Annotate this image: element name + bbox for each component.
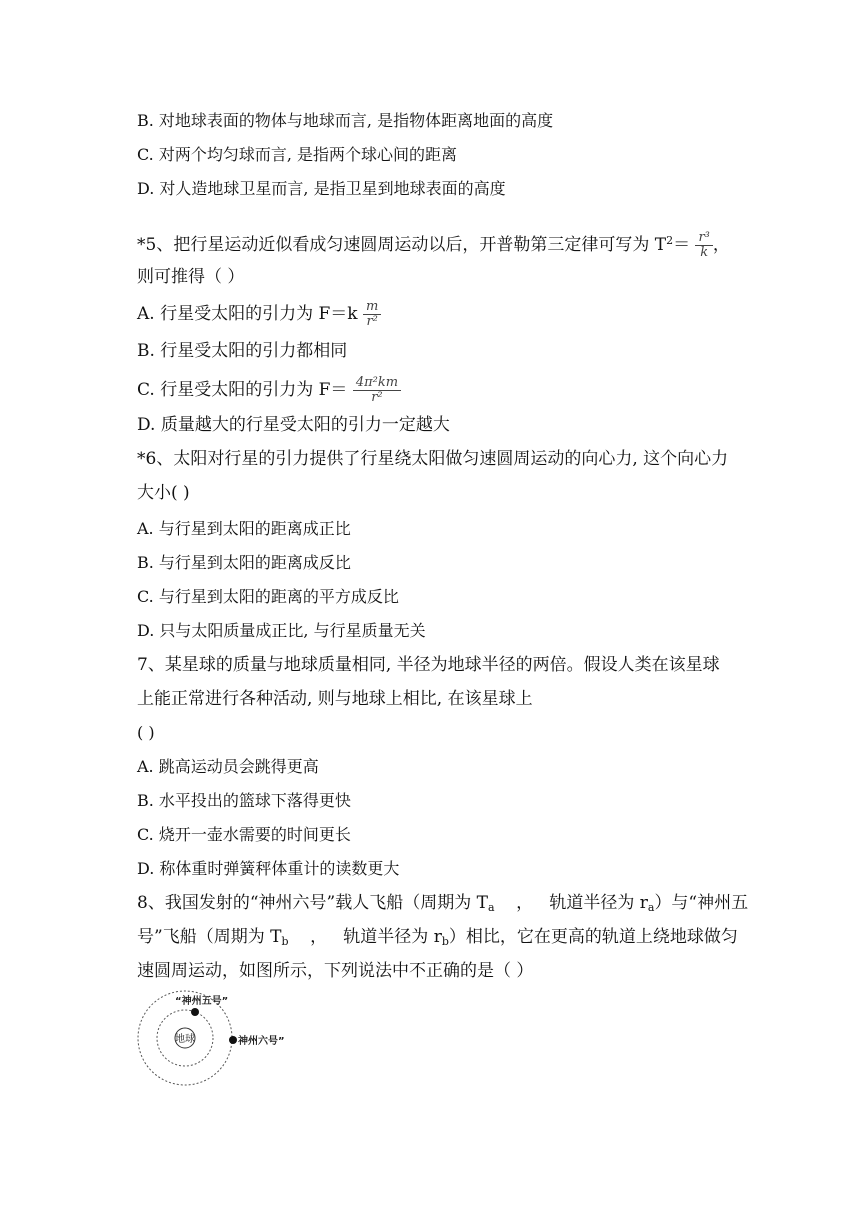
q5-frac-den: k [695, 245, 712, 260]
q6-option-c: C. 与行星到太阳的距离的平方成反比 [137, 587, 399, 606]
q5-option-a-text: A. 行星受太阳的引力为 F＝k [137, 304, 358, 324]
q5-option-c-fraction [353, 376, 401, 405]
q5-frac-num: r³ [698, 230, 710, 245]
q5-option-a-fraction [363, 300, 381, 329]
shenzhou-six-label: 神州六号” [238, 1036, 285, 1047]
q5-stem-sup: 2 [666, 234, 674, 247]
q5-option-c-text: C. 行星受太阳的引力为 F＝ [137, 380, 348, 400]
q7-option-b: B. 水平投出的篮球下落得更快 [137, 791, 351, 810]
shenzhou-five-dot [191, 1008, 199, 1016]
q4-option-b: B. 对地球表面的物体与地球而言, 是指物体距离地面的高度 [137, 111, 554, 130]
q8-stem-line2 [137, 926, 738, 953]
q7-option-a: A. 跳高运动员会跳得更高 [137, 757, 319, 776]
shenzhou-six-dot [229, 1036, 237, 1044]
q8-line1-sub2: a [647, 901, 655, 914]
q5-option-a [137, 300, 381, 329]
q6-option-b: B. 与行星到太阳的距离成反比 [137, 553, 351, 572]
q8-line2-c: ）相比，它在更高的轨道上绕地球做匀 [448, 927, 738, 947]
q8-stem-line3: 速圆周运动，如图所示，下列说法中不正确的是（ ） [137, 961, 534, 981]
q8-line1-sub1: a [487, 901, 495, 914]
q5-stem-text: *5、把行星运动近似看成匀速圆周运动以后，开普勒第三定律可写为 T [137, 235, 667, 255]
q5-option-d: D. 质量越大的行星受太阳的引力一定越大 [137, 415, 450, 435]
q8-line1-a: 8、我国发射的“神州六号”载人飞船（周期为 T [137, 893, 488, 913]
q6-option-a: A. 与行星到太阳的距离成正比 [137, 519, 351, 538]
q8-line2-b: ， 轨道半径为 r [288, 927, 442, 947]
q5-option-a-den: r² [363, 314, 381, 329]
q5-fraction [695, 231, 712, 260]
orbit-figure [137, 990, 307, 1090]
q8-line2-a: 号”飞船（周期为 T [137, 927, 282, 947]
q8-line2-sub2: b [441, 935, 449, 948]
q6-option-d: D. 只与太阳质量成正比, 与行星质量无关 [137, 621, 426, 640]
q5-stem-end: ， [712, 235, 730, 255]
q7-option-c: C. 烧开一壶水需要的时间更长 [137, 825, 351, 844]
q5-stem-line2: 则可推得（ ） [137, 267, 245, 287]
q5-option-b: B. 行星受太阳的引力都相同 [137, 341, 348, 361]
q4-option-c: C. 对两个均匀球而言, 是指两个球心间的距离 [137, 145, 458, 164]
q8-stem-line1 [137, 892, 748, 919]
q5-stem-eq: ＝ [673, 235, 691, 255]
q7-option-d: D. 称体重时弹簧秤体重计的读数更大 [137, 859, 400, 878]
q8-line2-sub1: b [281, 935, 289, 948]
q6-stem-line2: 大小( ) [137, 483, 190, 503]
q7-stem-line2: 上能正常进行各种活动, 则与地球上相比, 在该星球上 [137, 689, 533, 709]
q8-line1-b: ， 轨道半径为 r [494, 893, 648, 913]
q5-stem-line1 [137, 230, 730, 260]
q7-stem-line3: ( ) [137, 723, 155, 742]
q5-option-c [137, 376, 401, 405]
q5-option-c-den: r² [353, 390, 401, 405]
q6-stem-line1: *6、太阳对行星的引力提供了行星绕太阳做匀速圆周运动的向心力, 这个向心力 [137, 449, 729, 469]
shenzhou-five-label: “神州五号” [175, 996, 229, 1007]
q7-stem-line1: 7、某星球的质量与地球质量相同, 半径为地球半径的两倍。假设人类在该星球 [137, 655, 720, 675]
q5-option-a-num: m [366, 299, 379, 314]
q8-line1-c: ）与“神州五 [654, 893, 749, 913]
q5-option-c-num: 4π²km [355, 375, 399, 390]
earth-label: 地球 [175, 1034, 195, 1045]
q4-option-d: D. 对人造地球卫星而言, 是指卫星到地球表面的高度 [137, 179, 506, 198]
